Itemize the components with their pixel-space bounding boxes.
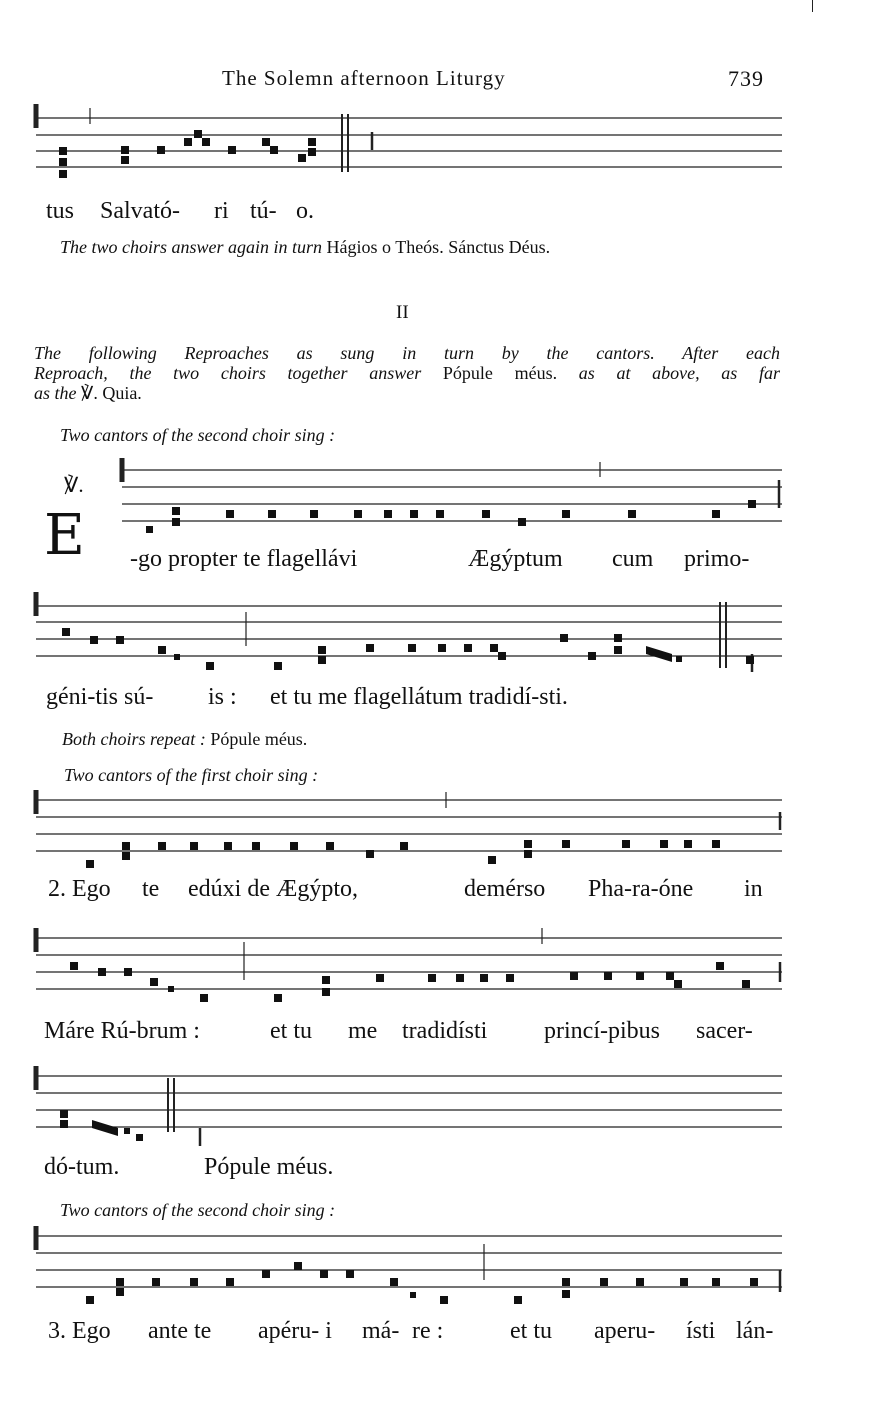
para-text: Reproach, the two choirs together answer xyxy=(34,363,422,383)
syllable: Salvató- xyxy=(100,198,180,224)
para-line-1: The following Reproaches as sung in turn by the cantors. After each xyxy=(34,343,780,363)
syllable: Máre Rú-brum : xyxy=(44,1018,200,1044)
syllable: Pópule méus. xyxy=(204,1154,334,1180)
para-line-2 xyxy=(34,363,780,383)
syllable: te xyxy=(142,876,160,902)
syllable: lán- xyxy=(736,1318,774,1344)
syllable: cum xyxy=(612,546,654,572)
syllable: edúxi de Ægýpto, xyxy=(188,876,358,902)
syllable: má- xyxy=(362,1318,400,1344)
section-number: II xyxy=(396,302,409,323)
syllable: géni-tis sú- xyxy=(46,684,154,710)
syllable: et tu xyxy=(510,1318,552,1344)
page-edge-mark xyxy=(812,0,813,12)
rubric-cantors-second-2: Two cantors of the second choir sing : xyxy=(60,1200,336,1220)
syllable: in xyxy=(744,876,763,902)
syllable: aperu- xyxy=(594,1318,656,1344)
reproaches-instructions xyxy=(34,343,780,403)
syllable: dó-tum. xyxy=(44,1154,120,1180)
syllable: o. xyxy=(296,198,314,224)
versicle-sign: ℣. xyxy=(64,473,84,497)
rubric-cantors-second-1: Two cantors of the second choir sing : xyxy=(60,425,336,445)
rubric-choirs-answer xyxy=(60,237,550,258)
syllable: et tu me flagellátum tradidí-sti. xyxy=(270,684,568,710)
syllable: Pha-ra-óne xyxy=(588,876,694,902)
rubric-plain: Hágios o Theós. Sánctus Déus. xyxy=(326,237,551,257)
syllable: princí-pibus xyxy=(544,1018,660,1044)
syllable: 2. Ego xyxy=(48,876,111,902)
rubric-plain: Pópule méus. xyxy=(210,729,308,749)
syllable: tus xyxy=(46,198,75,224)
syllable: re : xyxy=(412,1318,444,1344)
syllable: is : xyxy=(208,684,237,710)
syllable: et tu xyxy=(270,1018,312,1044)
para-text: as at above, as far xyxy=(578,363,781,383)
syllable: Ægýptum xyxy=(468,546,563,572)
syllable: -go propter te flagellávi xyxy=(130,546,358,572)
rubric-both-repeat xyxy=(62,729,307,750)
para-text: ℣. Quia. xyxy=(81,383,142,403)
syllable: sacer- xyxy=(696,1018,753,1044)
syllable: ante te xyxy=(148,1318,212,1344)
page-number: 739 xyxy=(728,66,764,91)
syllable: demérso xyxy=(464,876,546,902)
para-text: Pópule méus. xyxy=(442,363,558,383)
syllable: tú- xyxy=(250,198,277,224)
para-line-3 xyxy=(34,383,780,403)
running-title: The Solemn afternoon Liturgy xyxy=(222,66,506,90)
rubric-italic: The two choirs answer again in turn xyxy=(60,237,323,257)
rubric-italic: Both choirs repeat : xyxy=(62,729,206,749)
rubric-cantors-first: Two cantors of the first choir sing : xyxy=(64,765,319,785)
syllable: 3. Ego xyxy=(48,1318,111,1344)
syllable: tradidísti xyxy=(402,1018,488,1044)
initial-letter: E xyxy=(44,503,85,568)
para-text: as the xyxy=(34,383,77,403)
syllable: me xyxy=(348,1018,378,1044)
syllable: ri xyxy=(214,198,229,224)
syllable: primo- xyxy=(684,546,750,572)
syllable: ísti xyxy=(686,1318,716,1344)
syllable: apéru- i xyxy=(258,1318,332,1344)
